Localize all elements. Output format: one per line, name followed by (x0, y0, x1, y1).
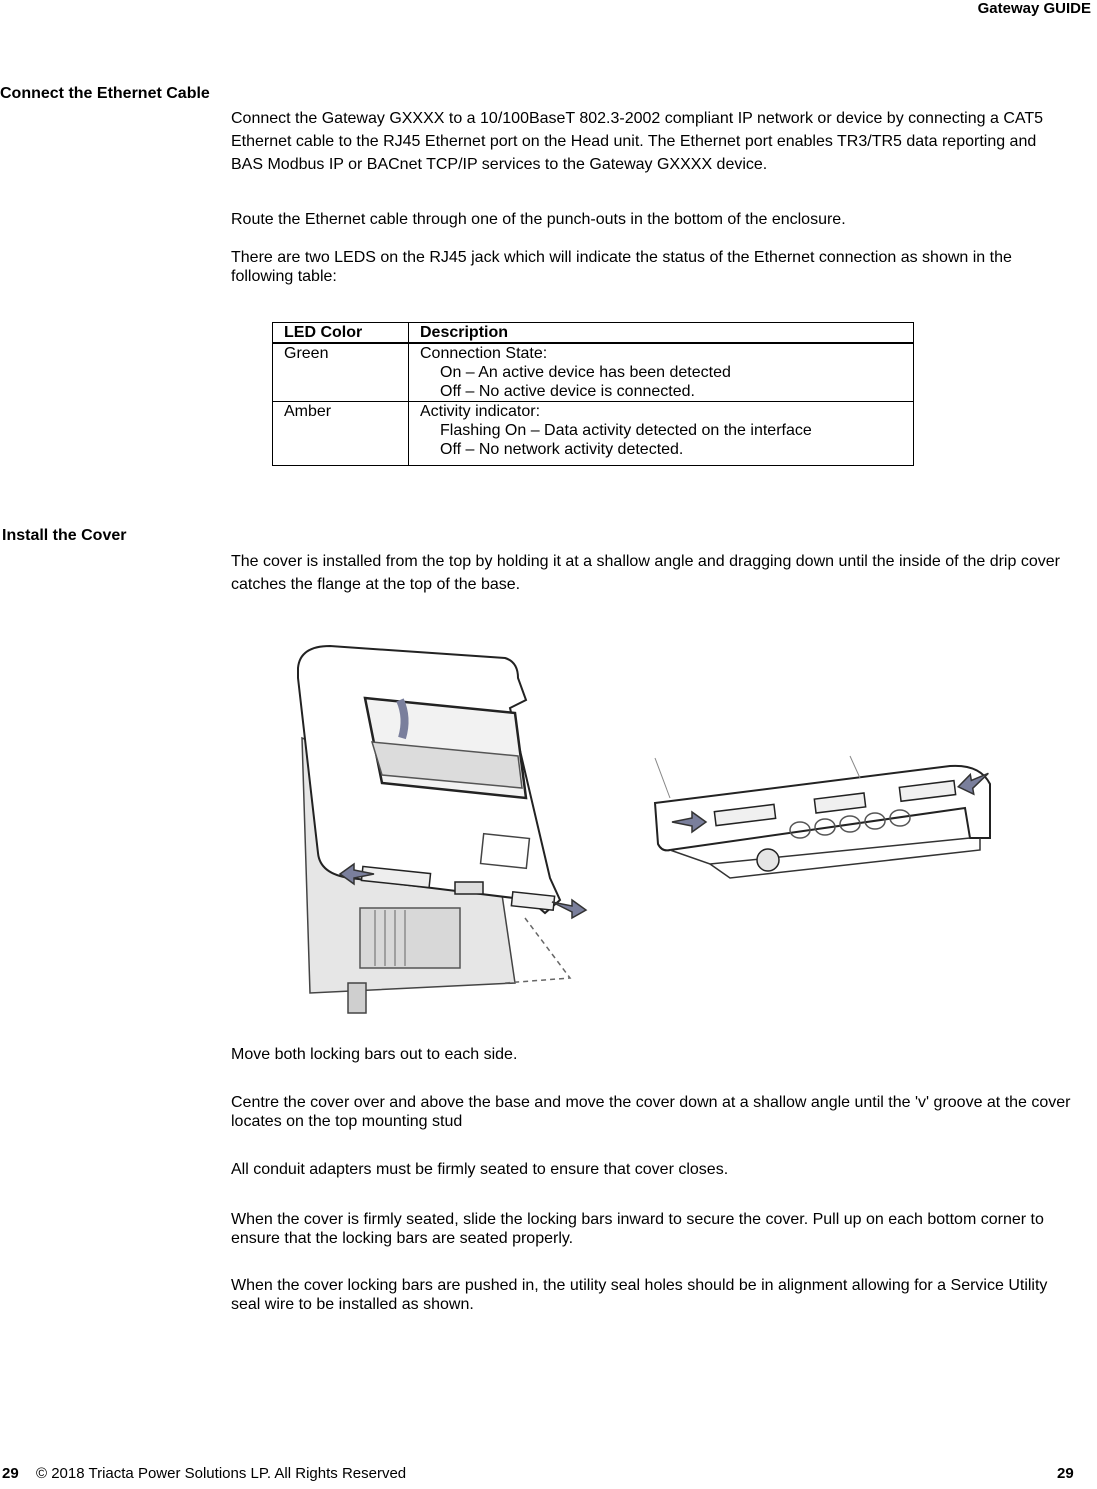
led-color-cell: Amber (273, 402, 409, 466)
led-status-table (272, 322, 914, 466)
ethernet-paragraph-3: There are two LEDS on the RJ45 jack which will indicate the status of the Ethernet connection as shown in the following table: (231, 249, 1012, 285)
cover-step-3: All conduit adapters must be firmly seated to ensure that cover closes. (231, 1161, 729, 1178)
table-header-led-color: LED Color (273, 323, 409, 344)
ethernet-paragraph-2: Route the Ethernet cable through one of the punch-outs in the bottom of the enclosure. (231, 211, 846, 228)
led-description-cell (409, 343, 914, 402)
cover-installation-illustration (290, 638, 1000, 1018)
led-description-line: Off – No network activity detected. (440, 441, 684, 458)
led-description-title: Connection State: (420, 345, 548, 362)
enclosure-with-cover-drawing (298, 646, 586, 1013)
led-color-cell: Green (273, 343, 409, 402)
locking-bars-closeup-drawing (655, 756, 991, 878)
led-description-title: Activity indicator: (420, 403, 541, 420)
footer-page-number-left: 29 (2, 1465, 19, 1482)
cover-step-1: Move both locking bars out to each side. (231, 1046, 518, 1063)
section-heading-cover: Install the Cover (2, 527, 127, 544)
cover-step-2: Centre the cover over and above the base and move the cover down at a shallow angle until the 'v' groove at the cover locates on the top mounting stud (231, 1094, 1071, 1130)
section-heading-ethernet: Connect the Ethernet Cable (0, 85, 210, 102)
cover-step-5: When the cover locking bars are pushed in, the utility seal holes should be in alignment allowing for a Service Utility seal wire to be installed as shown. (231, 1277, 1048, 1313)
footer-copyright: © 2018 Triacta Power Solutions LP. All Rights Reserved (36, 1465, 407, 1482)
cover-step-4: When the cover is firmly seated, slide the locking bars inward to secure the cover. Pull up on each bottom corner to ensure that the locking bars are seated properly. (231, 1211, 1044, 1247)
footer-page-number-right: 29 (1057, 1465, 1074, 1482)
ethernet-paragraph-1: Connect the Gateway GXXXX to a 10/100BaseT 802.3-2002 compliant IP network or device by connecting a CAT5 Ethernet cable to the RJ45 Ethernet port on the Head unit. The Ethernet port enables TR3/TR5 data reporting and BAS Modbus IP or BACnet TCP/IP services to the Gateway GXXXX device. (231, 110, 1044, 173)
table-row (273, 343, 914, 402)
page-header-title: Gateway GUIDE (977, 0, 1091, 17)
led-description-cell (409, 402, 914, 466)
table-header-description: Description (409, 323, 914, 344)
table-row (273, 402, 914, 466)
led-description-line: Off – No active device is connected. (440, 383, 695, 400)
cover-intro-paragraph: The cover is installed from the top by holding it at a shallow angle and dragging down until the inside of the drip cover catches the flange at the top of the base. (231, 553, 1060, 593)
led-description-line: On – An active device has been detected (440, 364, 731, 381)
led-description-line: Flashing On – Data activity detected on the interface (440, 422, 812, 439)
table-header-row (273, 323, 914, 344)
